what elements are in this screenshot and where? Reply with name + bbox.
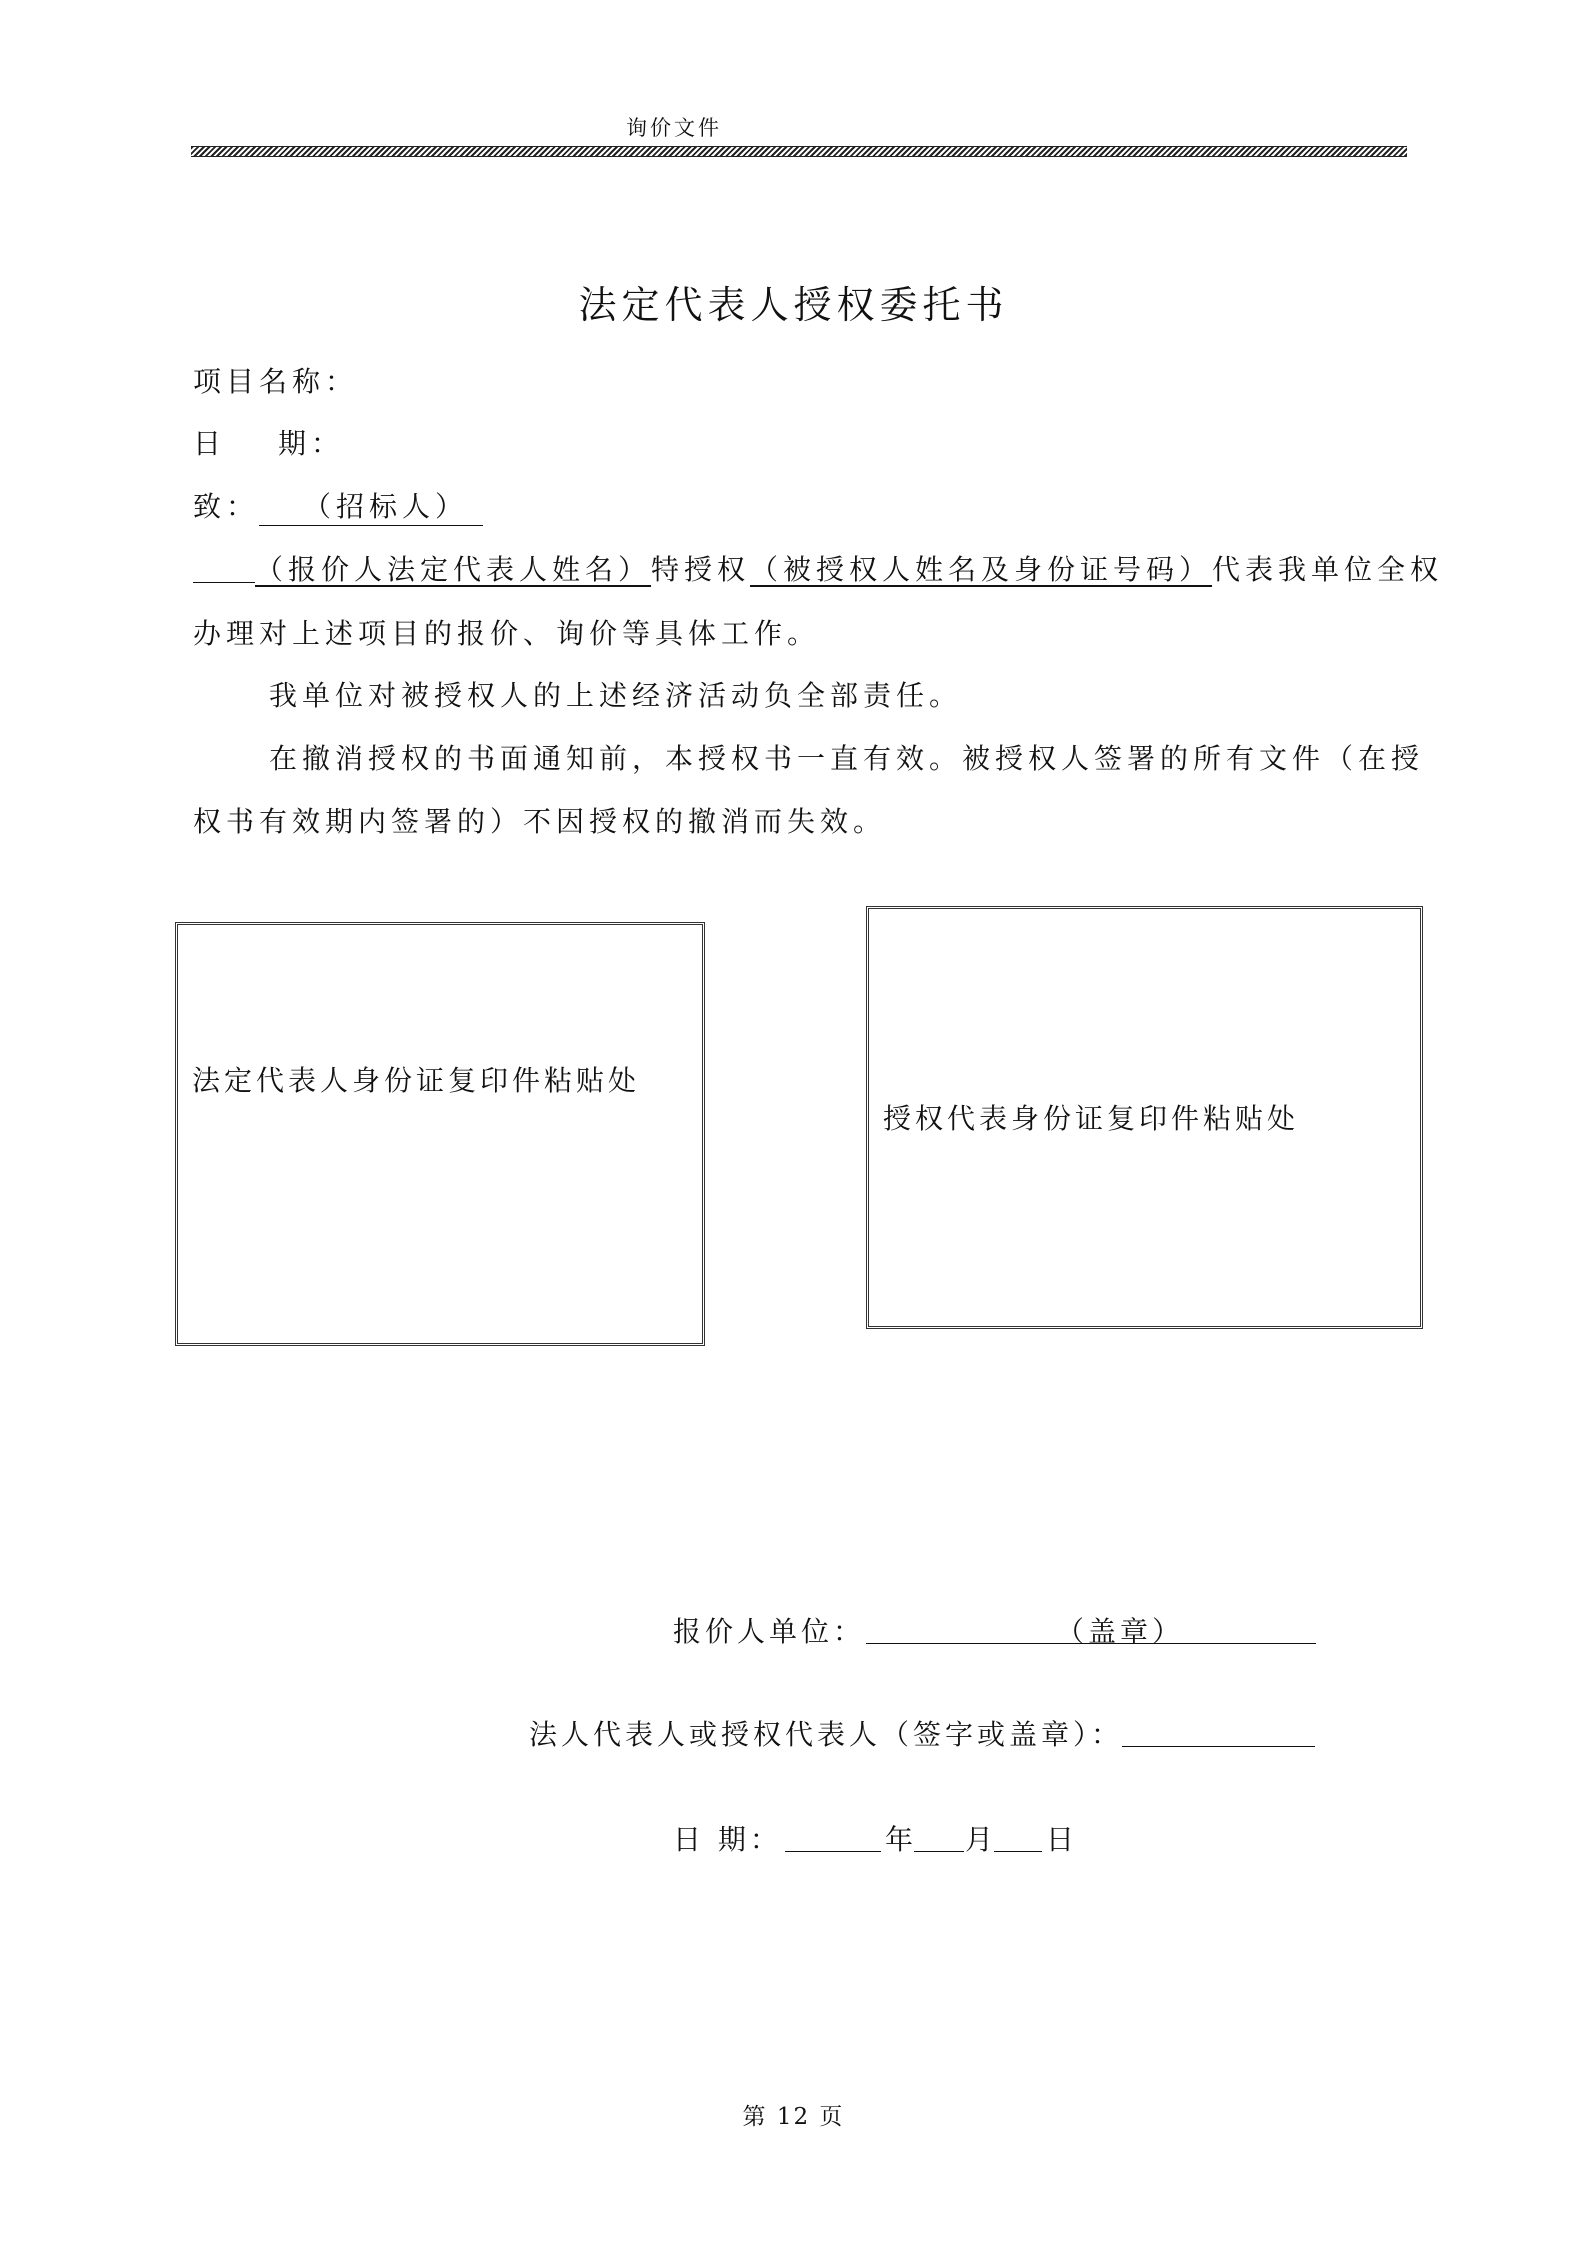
- month-blank: [914, 1851, 964, 1852]
- company-label: 报价人单位：: [673, 1615, 866, 1648]
- paragraph-1-line-2: 办理对上述项目的报价、询价等具体工作。: [193, 617, 821, 650]
- page-number: 第 12 页: [742, 2104, 845, 2130]
- project-name-field: [193, 360, 358, 400]
- grantee-name: （被授权人姓名及身份证号码）: [750, 553, 1213, 586]
- addressee-value: （招标人）: [259, 485, 483, 526]
- date-field: [193, 422, 344, 462]
- page-title: 法定代表人授权委托书: [578, 283, 1009, 327]
- legal-rep-id-box: [175, 922, 705, 1346]
- rep-signature-label: 法人代表人或授权代表人（签字或盖章）：: [529, 1718, 1124, 1751]
- p1-tail: 代表我单位全权: [1212, 553, 1444, 586]
- authorization-paragraph: [193, 548, 1443, 588]
- grants-text: 特授权: [651, 553, 751, 586]
- legal-rep-id-label: 法定代表人身份证复印件粘贴处: [192, 1064, 641, 1097]
- date-label-1: 日: [193, 427, 227, 460]
- paragraph-3-line-2: 权书有效期内签署的）不因授权的撤消而失效。: [193, 805, 887, 838]
- rep-signature-line: [1122, 1746, 1315, 1747]
- authorized-rep-id-box: [866, 906, 1423, 1329]
- company-seal-label: （盖章）: [1056, 1615, 1185, 1648]
- sign-date-label: 日 期：: [673, 1823, 782, 1856]
- authorized-rep-id-label: 授权代表身份证复印件粘贴处: [883, 1102, 1300, 1135]
- year-label: 年: [885, 1823, 918, 1856]
- document-header: 询价文件: [626, 116, 722, 140]
- day-label: 日: [1046, 1823, 1079, 1856]
- addressee-label: 致：: [193, 490, 260, 523]
- header-divider: [191, 146, 1407, 157]
- month-label: 月: [965, 1823, 998, 1856]
- project-name-label: 项目名称：: [193, 365, 359, 398]
- paragraph-2: 我单位对被授权人的上述经济活动负全部责任。: [269, 679, 963, 712]
- year-blank: [785, 1851, 881, 1852]
- paragraph-3-line-1: 在撤消授权的书面通知前，本授权书一直有效。被授权人签署的所有文件（在授: [269, 742, 1425, 775]
- day-blank: [994, 1851, 1042, 1852]
- grantor-name: （报价人法定代表人姓名）: [255, 553, 652, 586]
- addressee-field: [193, 485, 483, 526]
- date-label-2: 期：: [278, 427, 345, 460]
